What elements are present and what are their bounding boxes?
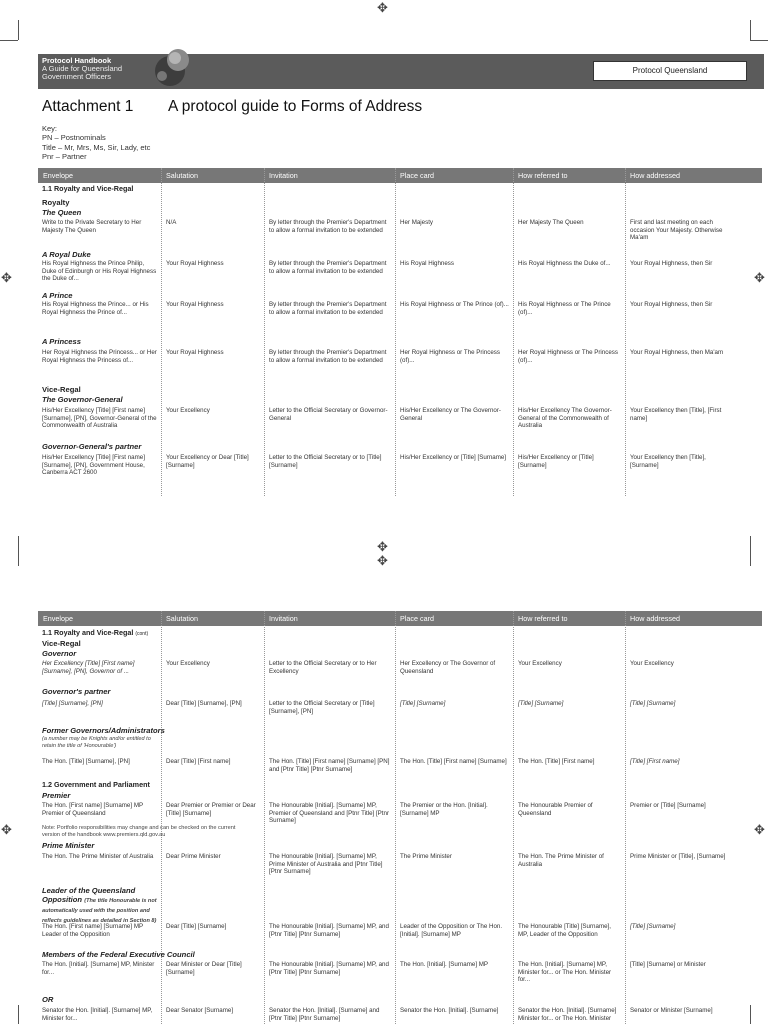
group-heading: Royalty <box>42 198 70 207</box>
row-heading: Leader of the Queensland Opposition (The title Honourable is not automatically used with the position and reflects guidelines as detailed in Section 8) <box>42 886 157 924</box>
row-heading: Former Governors/Administrators <box>42 726 165 735</box>
cell-addressed: Your Royal Highness, then Sir <box>630 301 713 308</box>
globe-logo-icon <box>148 46 198 90</box>
cell-envelope: His Royal Highness the Prince... or His Royal Highness the Prince of... <box>42 301 149 316</box>
cell-salutation: Your Royal Highness <box>166 260 224 267</box>
cell-envelope: His/Her Excellency [Title] [First name] [Surname], [PN], Governor-General of the Commonwealth of Australia <box>42 407 157 430</box>
cell-invitation: Senator the Hon. [Initial]. [Surname] and [Ptnr Title] [Ptnr Surname] <box>269 1007 380 1022</box>
cell-referred: The Honourable [Title] [Surname], MP, Leader of the Opposition <box>518 923 611 938</box>
cell-place-card: Her Royal Highness or The Princess (of)... <box>400 349 500 364</box>
row-heading: The Queen <box>42 208 82 217</box>
cell-salutation: Your Excellency or Dear [Title] [Surname] <box>166 454 249 469</box>
cell-addressed: Your Excellency then [Title], [First name] <box>630 407 722 422</box>
cell-addressed: Prime Minister or [Title], [Surname] <box>630 853 726 860</box>
cell-place-card: His/Her Excellency or [Title] [Surname] <box>400 454 507 461</box>
protocol-queensland-box: Protocol Queensland <box>593 61 747 81</box>
row-heading: A Princess <box>42 337 81 346</box>
cell-invitation: The Honourable [Initial]. [Surname] MP, and [Ptnr Title] [Ptnr Surname] <box>269 923 389 938</box>
cell-envelope: His/Her Excellency [Title] [First name] [Surname], [PN], Government House, Canberra ACT 2600 <box>42 454 145 477</box>
table-header: Envelope Salutation Invitation Place card How referred to How addressed <box>38 168 762 183</box>
cell-envelope: Write to the Private Secretary to Her Majesty The Queen <box>42 219 142 234</box>
section-heading: 1.1 Royalty and Vice-Regal <box>42 184 134 193</box>
cell-invitation: Letter to the Official Secretary or to [Title] [Surname] <box>269 454 382 469</box>
cell-envelope: The Hon. [Initial]. [Surname] MP, Minister for... <box>42 961 155 976</box>
cell-place-card: The Hon. [Initial]. [Surname] MP <box>400 961 489 968</box>
cell-place-card: The Hon. [Title] [First name] [Surname] <box>400 758 507 765</box>
crop-mark <box>750 1005 751 1024</box>
cell-salutation: Your Royal Highness <box>166 349 224 356</box>
cell-referred: Her Majesty The Queen <box>518 219 584 226</box>
table-header: Envelope Salutation Invitation Place card How referred to How addressed <box>38 611 762 626</box>
group-heading: Vice-Regal <box>42 639 81 648</box>
cell-envelope: Senator the Hon. [Initial]. [Surname] MP, Minister for... <box>42 1007 153 1022</box>
cell-envelope: Her Royal Highness the Princess... or Her Royal Highness the Princess of... <box>42 349 157 364</box>
cell-place-card: His/Her Excellency or The Governor-General <box>400 407 501 422</box>
column-divider <box>264 168 265 496</box>
portfolio-note: Note: Portfolio responsibilities may change and can be checked on the current version of the handbook www.premiers.qld.gov.au <box>42 825 236 838</box>
cell-referred: His/Her Excellency The Governor-General of the Commonwealth of Australia <box>518 407 612 430</box>
cell-place-card: [Title] [Surname] <box>400 700 446 707</box>
registration-mark-right2: ✥ <box>754 823 765 838</box>
cell-referred: The Honourable Premier of Queensland <box>518 802 593 817</box>
cell-addressed: Senator or Minister [Surname] <box>630 1007 713 1014</box>
cell-salutation: N/A <box>166 219 177 226</box>
cell-place-card: The Prime Minister <box>400 853 452 860</box>
cell-place-card: Her Excellency or The Governor of Queensland <box>400 660 496 675</box>
cell-envelope: Her Excellency [Title] [First name] [Surname], [PN], Governor of ... <box>42 660 135 675</box>
cell-salutation: Dear Senator [Surname] <box>166 1007 234 1014</box>
cell-salutation: Dear Prime Minister <box>166 853 221 860</box>
registration-mark-top: ✥ <box>377 1 388 16</box>
cell-place-card: Her Majesty <box>400 219 434 226</box>
crop-mark <box>750 40 768 41</box>
cell-place-card: Leader of the Opposition or The Hon. [Initial]. [Surname] MP <box>400 923 503 938</box>
crop-mark <box>18 20 19 40</box>
row-heading: OR <box>42 995 54 1004</box>
cell-addressed: [Title] [Surname] or Minister <box>630 961 706 968</box>
row-heading: A Prince <box>42 291 73 300</box>
cell-addressed: [Title] [Surname] <box>630 923 676 930</box>
cell-salutation: Your Royal Highness <box>166 301 224 308</box>
key-legend: Key: PN – Postnominals Title – Mr, Mrs, Ms, Sir, Lady, etc Pnr – Partner <box>42 124 151 161</box>
column-divider <box>513 611 514 1024</box>
column-divider <box>264 611 265 1024</box>
cell-envelope: His Royal Highness the Prince Philip, Duke of Edinburgh or His Royal Highness the Duke of... <box>42 260 157 283</box>
cell-invitation: The Honourable [Initial]. [Surname] MP, Premier of Queensland and [Ptnr Title] [Ptnr Surname] <box>269 802 390 825</box>
column-divider <box>625 168 626 496</box>
cell-addressed: [Title] [First name] <box>630 758 680 765</box>
registration-mark-mid2: ✥ <box>377 554 388 569</box>
cell-invitation: By letter through the Premier's Department to allow a formal invitation to be extended <box>269 301 387 316</box>
registration-mark-right: ✥ <box>754 271 765 286</box>
cell-referred: [Title] [Surname] <box>518 700 564 707</box>
crop-mark <box>750 20 751 40</box>
cell-place-card: His Royal Highness <box>400 260 454 267</box>
cell-salutation: Your Excellency <box>166 407 210 414</box>
cell-salutation: Dear Minister or Dear [Title] [Surname] <box>166 961 242 976</box>
column-divider <box>161 168 162 496</box>
column-divider <box>625 611 626 1024</box>
crop-mark <box>18 536 19 566</box>
row-heading: The Governor-General <box>42 395 123 404</box>
cell-salutation: Dear Premier or Premier or Dear [Title] [Surname] <box>166 802 256 817</box>
column-divider <box>161 611 162 1024</box>
row-note: (a number may be Knights and/or entitled to retain the title of 'Honourable') <box>42 736 151 749</box>
cell-salutation: Dear [Title] [Surname], [PN] <box>166 700 242 707</box>
cell-referred: Senator the Hon. [Initial]. [Surname] Minister for... or The Hon. Minister <box>518 1007 617 1022</box>
cell-envelope: The Hon. The Prime Minister of Australia <box>42 853 154 860</box>
cell-invitation: The Honourable [Initial]. [Surname] MP, Prime Minister of Australia and [Ptnr Title] [Ptnr Surname] <box>269 853 383 876</box>
cell-invitation: The Honourable [Initial]. [Surname] MP, and [Ptnr Title] [Ptnr Surname] <box>269 961 389 976</box>
cell-place-card: His Royal Highness or The Prince (of)... <box>400 301 509 308</box>
row-heading: Governor-General's partner <box>42 442 142 451</box>
handbook-title: Protocol Handbook A Guide for Queensland Government Officers <box>42 56 123 81</box>
cell-addressed: Your Royal Highness, then Ma'am <box>630 349 724 356</box>
cell-envelope: The Hon. [Title] [Surname], [PN] <box>42 758 130 765</box>
cell-envelope: [Title] [Surname], [PN] <box>42 700 103 707</box>
cell-salutation: Your Excellency <box>166 660 210 667</box>
cell-envelope: The Hon. [First name] [Surname] MP Premier of Queensland <box>42 802 143 817</box>
registration-mark-mid1: ✥ <box>377 540 388 555</box>
cell-addressed: Your Excellency <box>630 660 674 667</box>
row-heading: Members of the Federal Executive Council <box>42 950 195 959</box>
cell-place-card: Senator the Hon. [Initial]. [Surname] <box>400 1007 499 1014</box>
column-divider <box>395 168 396 496</box>
column-divider <box>513 168 514 496</box>
registration-mark-left: ✥ <box>1 271 12 286</box>
group-heading: Vice-Regal <box>42 385 81 394</box>
cell-referred: Your Excellency <box>518 660 562 667</box>
cell-referred: Her Royal Highness or The Princess (of)... <box>518 349 618 364</box>
cell-referred: The Hon. [Initial]. [Surname] MP, Minister for... or The Hon. Minister for... <box>518 961 612 984</box>
page-title: A protocol guide to Forms of Address <box>168 98 423 115</box>
cell-envelope: The Hon. [First name] [Surname] MP Leader of the Opposition <box>42 923 143 938</box>
crop-mark <box>750 536 751 566</box>
cell-referred: The Hon. The Prime Minister of Australia <box>518 853 604 868</box>
cell-referred: His Royal Highness the Duke of... <box>518 260 611 267</box>
cell-invitation: The Hon. [Title] [First name] [Surname] [PN] and [Ptnr Title] [Ptnr Surname] <box>269 758 390 773</box>
column-divider <box>395 611 396 1024</box>
cell-addressed: Premier or [Title] [Surname] <box>630 802 706 809</box>
cell-referred: His/Her Excellency or [Title] [Surname] <box>518 454 594 469</box>
row-heading: Governor's partner <box>42 687 111 696</box>
cell-invitation: By letter through the Premier's Department to allow a formal invitation to be extended <box>269 260 387 275</box>
crop-mark <box>0 40 18 41</box>
cell-referred: The Hon. [Title] [First name] <box>518 758 595 765</box>
cell-salutation: Dear [Title] [Surname] <box>166 923 227 930</box>
row-heading: A Royal Duke <box>42 250 91 259</box>
row-heading: Premier <box>42 791 71 800</box>
cell-invitation: Letter to the Official Secretary or [Title] [Surname], [PN] <box>269 700 375 715</box>
cell-invitation: By letter through the Premier's Department to allow a formal invitation to be extended <box>269 349 387 364</box>
attachment-label: Attachment 1 <box>42 98 134 115</box>
cell-referred: His Royal Highness or The Prince (of)... <box>518 301 611 316</box>
row-heading: Prime Minister <box>42 841 95 850</box>
cell-place-card: The Premier or the Hon. [Initial]. [Surname] MP <box>400 802 488 817</box>
crop-mark <box>18 1005 19 1024</box>
cell-invitation: Letter to the Official Secretary or Governor-General <box>269 407 388 422</box>
section-heading: 1.2 Government and Parliament <box>42 780 150 789</box>
cell-addressed: Your Excellency then [Title], [Surname] <box>630 454 706 469</box>
cell-salutation: Dear [Title] [First name] <box>166 758 231 765</box>
row-heading: Governor <box>42 649 77 658</box>
cell-invitation: Letter to the Official Secretary or to Her Excellency <box>269 660 377 675</box>
cell-invitation: By letter through the Premier's Department to allow a formal invitation to be extended <box>269 219 387 234</box>
cell-addressed: First and last meeting on each occasion Your Majesty. Otherwise Ma'am <box>630 219 723 242</box>
cell-addressed: Your Royal Highness, then Sir <box>630 260 713 267</box>
cell-addressed: [Title] [Surname] <box>630 700 676 707</box>
section-heading: 1.1 Royalty and Vice-Regal (cont) <box>42 628 149 637</box>
registration-mark-left2: ✥ <box>1 823 12 838</box>
